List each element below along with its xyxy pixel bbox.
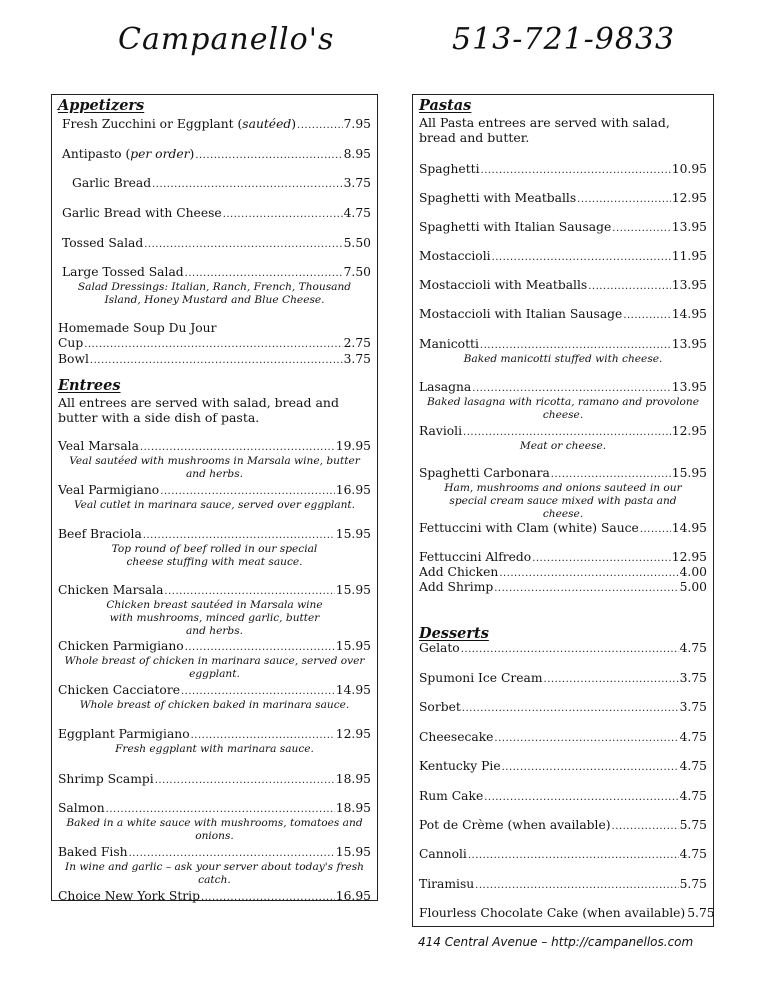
desserts-title: Desserts — [419, 625, 489, 642]
menu-item — [419, 580, 707, 596]
menu-item — [419, 220, 707, 236]
item-name: Manicotti — [419, 337, 479, 351]
right-menu-panel — [412, 94, 714, 927]
item-price: 4.75 — [679, 730, 707, 744]
item-name: Spaghetti with Meatballs — [419, 191, 577, 205]
menu-item — [419, 671, 707, 687]
item-price: 4.00 — [679, 565, 707, 579]
item-price: 4.75 — [679, 641, 707, 655]
item-name: Cheesecake — [419, 730, 494, 744]
item-name: Add Shrimp — [419, 580, 494, 594]
menu-item — [419, 278, 707, 294]
item-name: Spaghetti Carbonara — [419, 466, 550, 480]
menu-item — [419, 789, 707, 805]
menu-item — [58, 265, 371, 307]
item-price: 11.95 — [671, 249, 707, 263]
item-name: Spaghetti — [419, 162, 480, 176]
item-name: Gelato — [419, 641, 460, 655]
menu-item — [58, 527, 371, 569]
menu-item — [419, 847, 707, 863]
item-price: 19.95 — [335, 439, 371, 453]
item-name: Garlic Bread with Cheese — [62, 206, 222, 220]
restaurant-phone: 513-721-9833 — [452, 22, 676, 57]
item-price: 13.95 — [671, 337, 707, 351]
menu-item — [419, 162, 707, 178]
pastas-section — [419, 97, 707, 594]
item-name: Shrimp Scampi — [58, 772, 154, 786]
menu-item — [419, 818, 707, 834]
menu-item — [58, 772, 371, 788]
item-name: Lasagna — [419, 380, 472, 394]
item-description: Veal cutlet in marinara sauce, served over eggplant. — [73, 499, 356, 511]
item-name: Add Chicken — [419, 565, 499, 579]
item-name: Ravioli — [419, 424, 463, 438]
item-name: Choice New York Strip — [58, 889, 200, 903]
item-price: 4.75 — [679, 847, 707, 861]
item-name: Mostaccioli with Meatballs — [419, 278, 588, 292]
item-price: 3.75 — [343, 176, 371, 190]
item-price: 14.95 — [671, 521, 707, 535]
soup-cup-label: Cup — [58, 336, 84, 350]
item-description: Ham, mushrooms and onions sauteed in our special cream sauce mixed with pasta and cheese. — [444, 482, 682, 520]
menu-item — [419, 307, 707, 323]
item-name: Tossed Salad — [62, 236, 144, 250]
item-price: 5.50 — [343, 236, 371, 250]
soup-block — [58, 321, 371, 368]
item-price: 14.95 — [335, 683, 371, 697]
item-name: Cannoli — [419, 847, 467, 861]
pastas-intro: All Pasta entrees are served with salad, bread and butter. — [419, 115, 670, 145]
menu-item — [58, 483, 371, 512]
item-description: Veal sautéed with mushrooms in Marsala wine, butter and herbs. — [69, 455, 360, 480]
menu-item — [58, 147, 371, 163]
item-price: 15.95 — [335, 639, 371, 653]
menu-item — [419, 730, 707, 746]
item-name: Rum Cake — [419, 789, 484, 803]
item-name: Pot de Crème (when available) — [419, 818, 611, 832]
item-name: Fresh Zucchini or Eggplant (sautéed) — [62, 117, 297, 131]
item-price: 5.00 — [679, 580, 707, 594]
item-price: 15.95 — [335, 583, 371, 597]
item-name: Mostaccioli with Italian Sausage — [419, 307, 623, 321]
item-description: Fresh eggplant with marinara sauce. — [115, 743, 314, 755]
item-description: Chicken breast sautéed in Marsala wine with mushrooms, minced garlic, butter and herbs. — [106, 599, 323, 637]
item-price: 15.95 — [671, 466, 707, 480]
menu-item — [58, 801, 371, 843]
item-price: 3.75 — [679, 671, 707, 685]
item-price: 4.75 — [343, 206, 371, 220]
menu-item — [419, 906, 715, 922]
menu-item — [58, 639, 371, 681]
entrees-title: Entrees — [58, 377, 121, 394]
item-name: Spaghetti with Italian Sausage — [419, 220, 612, 234]
item-price: 8.95 — [343, 147, 371, 161]
menu-item — [58, 236, 371, 252]
menu-item — [419, 521, 707, 537]
item-price: 15.95 — [335, 527, 371, 541]
menu-item — [58, 845, 371, 887]
item-name: Chicken Marsala — [58, 583, 164, 597]
item-name: Chicken Cacciatore — [58, 683, 180, 697]
item-price: 5.75 — [679, 818, 707, 832]
menu-item — [419, 466, 707, 521]
item-price: 12.95 — [671, 424, 707, 438]
item-price: 18.95 — [335, 772, 371, 786]
soup-bowl-price: 3.75 — [343, 352, 371, 366]
item-description: Baked in a white sauce with mushrooms, tomatoes and onions. — [66, 817, 363, 842]
menu-item — [419, 700, 707, 716]
item-name: Antipasto (per order) — [62, 147, 195, 161]
item-name: Large Tossed Salad — [62, 265, 184, 279]
menu-item — [419, 249, 707, 265]
item-description: Whole breast of chicken baked in marinara sauce. — [79, 699, 350, 711]
item-price: 12.95 — [671, 550, 707, 564]
menu-item — [58, 727, 371, 756]
item-price: 5.75 — [679, 877, 707, 891]
item-price: 3.75 — [679, 700, 707, 714]
item-price: 7.95 — [343, 117, 371, 131]
item-price: 13.95 — [671, 278, 707, 292]
item-price: 14.95 — [671, 307, 707, 321]
appetizers-title: Appetizers — [58, 97, 145, 114]
item-name: Baked Fish — [58, 845, 128, 859]
item-price: 16.95 — [335, 483, 371, 497]
menu-item — [58, 176, 371, 192]
item-price: 10.95 — [671, 162, 707, 176]
left-menu-panel — [51, 94, 378, 901]
item-description: Whole breast of chicken in marinara sauce, served over eggplant. — [64, 655, 365, 680]
appetizers-section — [58, 97, 371, 366]
soup-title: Homemade Soup Du Jour — [58, 321, 217, 335]
desserts-section — [419, 625, 715, 920]
menu-item — [58, 889, 371, 905]
item-name: Beef Braciola — [58, 527, 142, 541]
item-name: Salmon — [58, 801, 105, 815]
item-price: 18.95 — [335, 801, 371, 815]
menu-item — [419, 877, 707, 893]
item-name: Mostaccioli — [419, 249, 491, 263]
item-description: Baked manicotti stuffed with cheese. — [463, 353, 663, 365]
menu-item — [58, 439, 371, 481]
menu-item — [419, 759, 707, 775]
menu-item — [419, 424, 707, 453]
item-price: 4.75 — [679, 759, 707, 773]
soup-bowl-label: Bowl — [58, 352, 89, 366]
item-description: Baked lasagna with ricotta, ramano and provolone cheese. — [427, 396, 699, 421]
item-price: 7.50 — [343, 265, 371, 279]
soup-cup-price: 2.75 — [343, 336, 371, 350]
item-price: 13.95 — [671, 220, 707, 234]
item-price: 12.95 — [335, 727, 371, 741]
item-name: Tiramisu — [419, 877, 475, 891]
footer-address: 414 Central Avenue – http://campanellos.com — [418, 935, 694, 949]
item-name: Flourless Chocolate Cake (when available) — [419, 906, 686, 920]
menu-item — [58, 683, 371, 712]
item-name: Fettuccini with Clam (white) Sauce — [419, 521, 639, 535]
menu-item — [58, 117, 371, 133]
item-name: Veal Parmigiano — [58, 483, 160, 497]
menu-item — [58, 583, 371, 638]
item-name: Spumoni Ice Cream — [419, 671, 543, 685]
item-price: 5.75 — [687, 906, 715, 920]
menu-item — [419, 380, 707, 422]
item-price: 16.95 — [335, 889, 371, 903]
item-description: In wine and garlic – ask your server about today's fresh catch. — [65, 861, 364, 886]
menu-item — [419, 337, 707, 366]
entrees-section — [58, 377, 371, 903]
item-name: Fettuccini Alfredo — [419, 550, 532, 564]
item-name: Garlic Bread — [72, 176, 152, 190]
item-price: 4.75 — [679, 789, 707, 803]
item-name: Chicken Parmigiano — [58, 639, 184, 653]
item-price: 15.95 — [335, 845, 371, 859]
item-description: Top round of beef rolled in our special cheese stuffing with meat sauce. — [111, 543, 318, 568]
item-price: 13.95 — [671, 380, 707, 394]
restaurant-name: Campanello's — [118, 22, 335, 57]
menu-item — [58, 206, 371, 222]
menu-item — [419, 550, 707, 566]
item-name: Veal Marsala — [58, 439, 139, 453]
pastas-title: Pastas — [419, 97, 472, 114]
item-description: Meat or cheese. — [519, 440, 607, 452]
entrees-intro: All entrees are served with salad, bread and butter with a side dish of pasta. — [58, 395, 339, 425]
item-description: Salad Dressings: Italian, Ranch, French, Thousand Island, Honey Mustard and Blue Cheese. — [77, 281, 352, 306]
menu-item — [419, 565, 707, 581]
item-name: Eggplant Parmigiano — [58, 727, 190, 741]
menu-item — [419, 191, 707, 207]
item-name: Sorbet — [419, 700, 461, 714]
item-name: Kentucky Pie — [419, 759, 501, 773]
menu-item — [419, 641, 707, 657]
item-price: 12.95 — [671, 191, 707, 205]
